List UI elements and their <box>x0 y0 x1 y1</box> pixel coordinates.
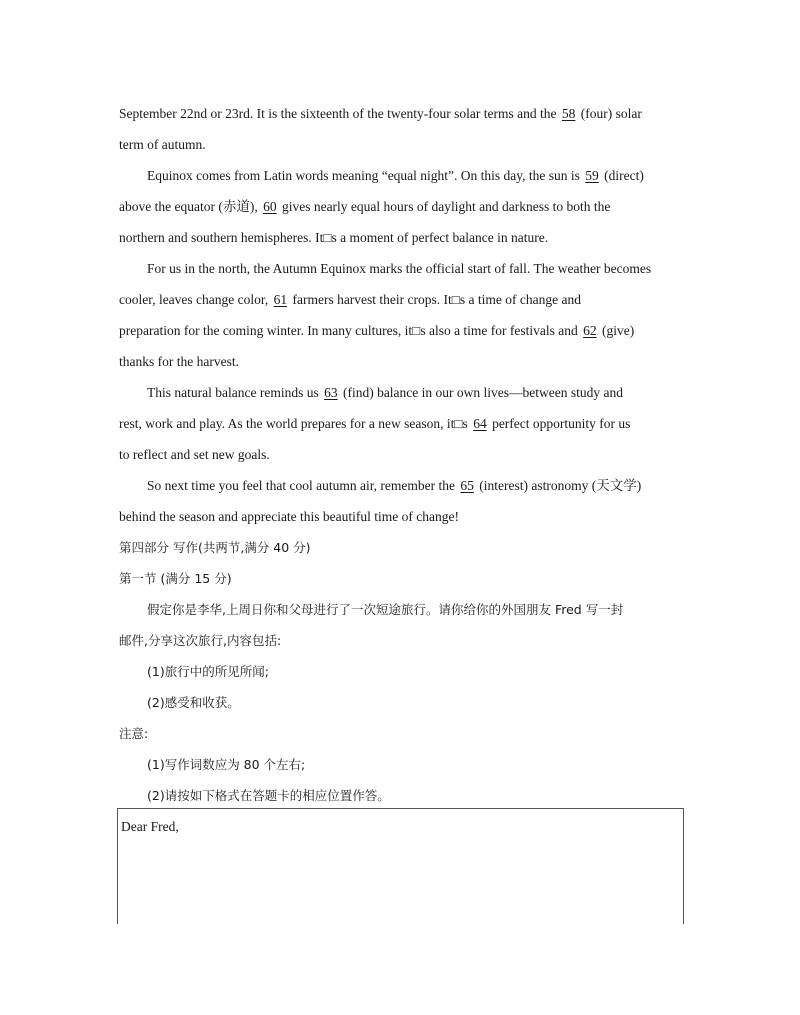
answer-box[interactable] <box>117 808 684 924</box>
passage-line <box>119 414 630 434</box>
note-item-2: (2)请按如下格式在答题卡的相应位置作答。 <box>147 788 390 803</box>
passage-text: (direct) <box>600 168 644 183</box>
passage-text: Equinox comes from Latin words meaning “equal night”. On this day, the sun is <box>147 168 584 183</box>
passage-text: So next time you feel that cool autumn air, remember the <box>147 478 459 493</box>
blank-62: 62 <box>583 323 597 338</box>
blank-63: 63 <box>324 385 338 400</box>
writing-prompt: 邮件,分享这次旅行,内容包括: <box>119 633 282 648</box>
content-item-2: (2)感受和收获。 <box>147 695 240 710</box>
passage-line: term of autumn. <box>119 137 206 152</box>
blank-59: 59 <box>585 168 599 183</box>
passage-text: September 22nd or 23rd. It is the sixteenth of the twenty-four solar terms and the <box>119 106 560 121</box>
writing-prompt: 假定你是李华,上周日你和父母进行了一次短途旅行。请你给你的外国朋友 Fred 写一封 <box>147 602 624 617</box>
passage-text: (give) <box>598 323 635 338</box>
passage-text: gives nearly equal hours of daylight and darkness to both the <box>278 199 611 214</box>
passage-text: cooler, leaves change color, <box>119 292 272 307</box>
letter-greeting: Dear Fred, <box>121 819 179 834</box>
content-item-1: (1)旅行中的所见所闻; <box>147 664 269 679</box>
passage-line: northern and southern hemispheres. It□s a moment of perfect balance in nature. <box>119 230 549 245</box>
passage-line <box>119 104 642 124</box>
passage-text: This natural balance reminds us <box>147 385 323 400</box>
passage-line <box>147 383 623 403</box>
passage-line: thanks for the harvest. <box>119 354 239 369</box>
blank-61: 61 <box>273 292 288 307</box>
blank-64: 64 <box>473 416 487 431</box>
passage-line <box>147 166 644 186</box>
passage-text: farmers harvest their crops. It□s a time of change and <box>289 292 582 307</box>
passage-text: above the equator (赤道), <box>119 199 262 214</box>
blank-60: 60 <box>263 199 277 214</box>
passage-line <box>119 290 581 310</box>
passage-text: (find) balance in our own lives—between study and <box>339 385 623 400</box>
passage-line: For us in the north, the Autumn Equinox marks the official start of fall. The weather becomes <box>147 261 652 276</box>
passage-line <box>119 321 634 341</box>
blank-58: 58 <box>561 106 576 121</box>
passage-text: preparation for the coming winter. In many cultures, it□s also a time for festivals and <box>119 323 582 338</box>
passage-line: behind the season and appreciate this beautiful time of change! <box>119 509 459 524</box>
blank-65: 65 <box>460 478 474 493</box>
section-title: 第一节 (满分 15 分) <box>119 571 232 586</box>
part-title: 第四部分 写作(共两节,满分 40 分) <box>119 540 311 555</box>
note-label: 注意: <box>119 726 149 741</box>
passage-line <box>147 476 641 496</box>
note-item-1: (1)写作词数应为 80 个左右; <box>147 757 306 772</box>
passage-text: perfect opportunity for us <box>488 416 631 431</box>
passage-line: to reflect and set new goals. <box>119 447 270 462</box>
passage-text: rest, work and play. As the world prepares for a new season, it□s <box>119 416 472 431</box>
passage-text: (interest) astronomy (天文学) <box>475 478 642 493</box>
passage-line <box>119 197 610 217</box>
passage-text: (four) solar <box>577 106 642 121</box>
